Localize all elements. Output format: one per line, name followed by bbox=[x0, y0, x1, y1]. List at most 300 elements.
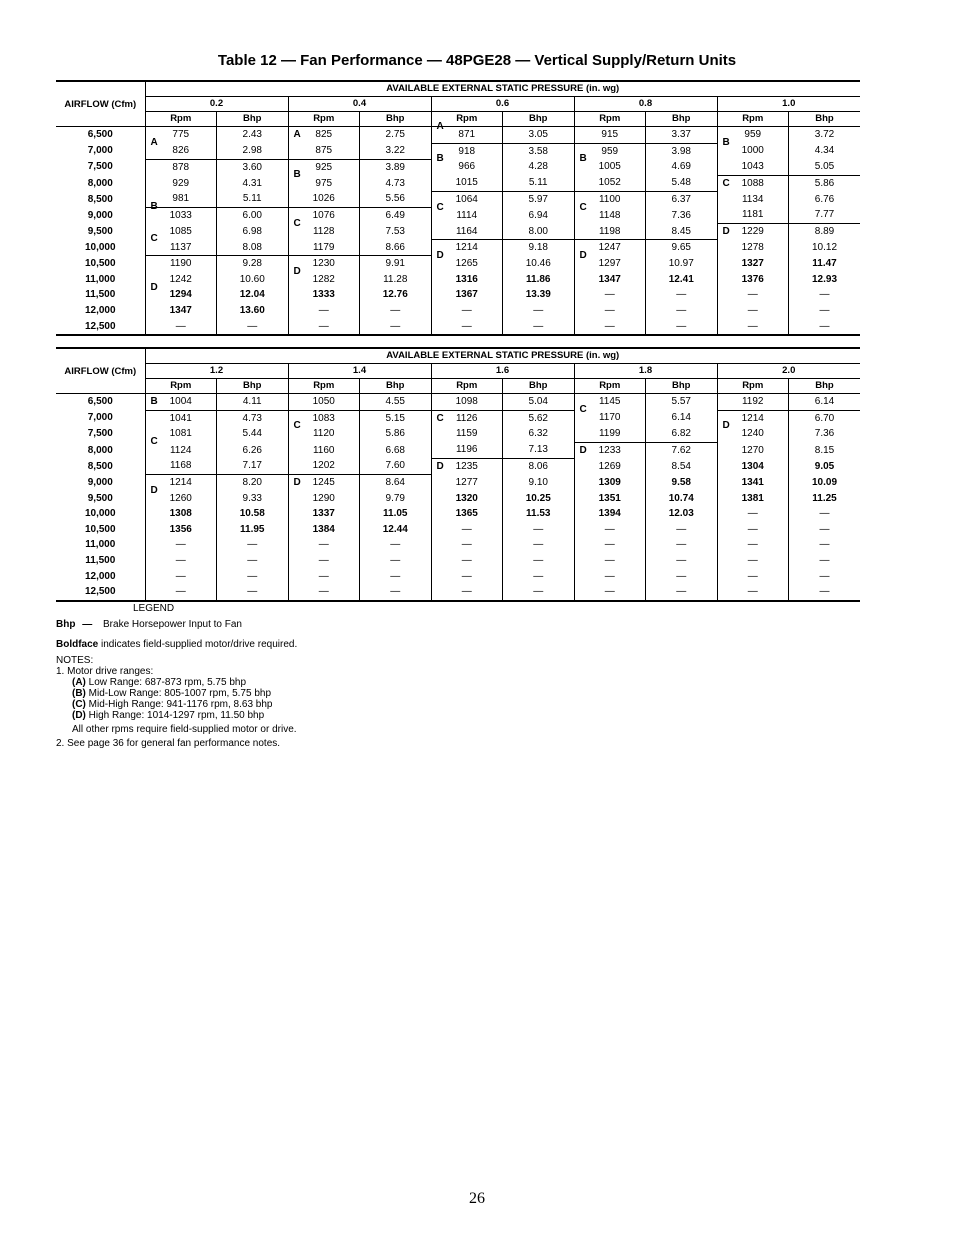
airflow-cell: 12,000 bbox=[84, 570, 116, 582]
bhp-cell: 4.31 bbox=[217, 175, 289, 191]
bhp-cell: — bbox=[503, 569, 575, 585]
bhp-cell: — bbox=[217, 537, 289, 553]
rpm-cell: 1294 bbox=[145, 287, 217, 303]
rpm-cell: 1341 bbox=[717, 474, 789, 490]
range-text: High Range: 1014-1297 rpm, 11.50 bhp bbox=[88, 710, 265, 721]
range-code: (A) bbox=[72, 677, 86, 688]
rpm-header: Rpm bbox=[431, 379, 503, 394]
bhp-cell: 12.76 bbox=[360, 287, 432, 303]
bhp-cell: 7.36 bbox=[646, 207, 718, 223]
rpm-cell: 825 A bbox=[288, 127, 360, 144]
bhp-cell: 10.60 bbox=[217, 272, 289, 288]
rpm-cell: — bbox=[717, 506, 789, 522]
rpm-cell: 1347 bbox=[574, 272, 646, 288]
airflow-cell: 11,500 bbox=[85, 289, 116, 301]
rpm-cell: 981 bbox=[145, 191, 217, 207]
motor-range-letter: D bbox=[150, 281, 158, 293]
airflow-cell: 9,500 bbox=[87, 225, 113, 237]
bhp-cell: — bbox=[646, 303, 718, 319]
table-row bbox=[56, 537, 860, 553]
rpm-cell: 1081 C bbox=[145, 426, 217, 442]
table-row bbox=[56, 207, 860, 223]
motor-range-letter: D bbox=[150, 484, 158, 496]
rpm-cell: 1278 bbox=[717, 240, 789, 256]
rpm-cell: 1297 bbox=[574, 256, 646, 272]
motor-range-letter: D bbox=[579, 249, 587, 261]
bhp-cell: 10.12 bbox=[789, 240, 861, 256]
note-2: 2. See page 36 for general fan performance notes. bbox=[56, 738, 281, 749]
pressure-col: 0.6 bbox=[431, 97, 574, 112]
table-row bbox=[56, 584, 860, 601]
legend-bhp bbox=[56, 619, 297, 630]
bhp-header: Bhp bbox=[789, 112, 861, 127]
bhp-cell: 5.57 bbox=[646, 394, 718, 411]
bhp-cell: 10.58 bbox=[217, 506, 289, 522]
rpm-cell: — bbox=[717, 569, 789, 585]
bhp-cell: 11.53 bbox=[503, 506, 575, 522]
bhp-cell: 4.55 bbox=[360, 394, 432, 411]
rpm-cell: 1168 bbox=[145, 458, 217, 474]
rpm-cell: 1304 bbox=[717, 458, 789, 474]
range-text: Mid-Low Range: 805-1007 rpm, 5.75 bhp bbox=[88, 688, 272, 699]
bhp-cell: — bbox=[789, 569, 861, 585]
rpm-cell: 1114 bbox=[431, 207, 503, 223]
rpm-cell: — bbox=[145, 553, 217, 569]
bhp-header: Bhp bbox=[789, 379, 861, 394]
airflow-cell: 10,500 bbox=[84, 258, 116, 269]
bhp-cell: 11.25 bbox=[789, 491, 861, 507]
range-text: Low Range: 687-873 rpm, 5.75 bhp bbox=[88, 677, 247, 688]
range-a bbox=[56, 677, 297, 688]
bhp-cell: 6.14 bbox=[646, 410, 718, 426]
bhp-header: Bhp bbox=[360, 112, 432, 127]
rpm-cell: 1098 bbox=[431, 394, 503, 411]
bhp-cell: 3.60 bbox=[217, 159, 289, 175]
bhp-cell: 9.28 bbox=[217, 256, 289, 272]
rpm-cell: 1202 bbox=[288, 458, 360, 474]
bhp-cell: — bbox=[503, 303, 575, 319]
bhp-cell: — bbox=[789, 506, 861, 522]
rpm-cell: — bbox=[717, 553, 789, 569]
bhp-cell: — bbox=[646, 287, 718, 303]
rpm-cell: 826 bbox=[145, 143, 217, 159]
bhp-cell: 7.77 bbox=[789, 207, 861, 223]
bhp-cell: 3.72 bbox=[789, 127, 861, 144]
bhp-header: Bhp bbox=[503, 112, 575, 127]
bhp-cell: 6.94 bbox=[503, 207, 575, 223]
rpm-cell: 1064 C bbox=[431, 191, 503, 207]
rpm-cell: — bbox=[145, 537, 217, 553]
rpm-cell: 1192 bbox=[717, 394, 789, 411]
rpm-cell: — bbox=[717, 319, 789, 336]
motor-range-letter: A bbox=[150, 136, 158, 148]
pressure-col: 0.2 bbox=[145, 97, 288, 112]
rpm-header: Rpm bbox=[574, 112, 646, 127]
bhp-cell: 5.04 bbox=[503, 394, 575, 411]
rpm-cell: 1327 bbox=[717, 256, 789, 272]
rpm-cell: 1394 bbox=[574, 506, 646, 522]
rpm-cell: 1076 C bbox=[288, 207, 360, 223]
bhp-cell: 9.05 bbox=[789, 458, 861, 474]
bhp-cell: — bbox=[217, 553, 289, 569]
bhp-cell: 12.03 bbox=[646, 506, 718, 522]
range-text: Mid-High Range: 941-1176 rpm, 8.63 bhp bbox=[88, 699, 273, 710]
table-row bbox=[56, 506, 860, 522]
rpm-cell: 1085 C bbox=[145, 224, 217, 240]
motor-range-letter: B bbox=[436, 153, 444, 165]
rpm-cell: 1170 bbox=[574, 410, 646, 426]
rpm-cell: 918 B bbox=[431, 143, 503, 159]
bhp-cell: 5.11 bbox=[217, 191, 289, 207]
bhp-cell: 4.73 bbox=[360, 175, 432, 191]
rpm-cell: 1290 bbox=[288, 491, 360, 507]
rpm-cell: 925 B bbox=[288, 159, 360, 175]
fan-performance-table-1 bbox=[56, 80, 860, 336]
bhp-cell: 5.05 bbox=[789, 159, 861, 175]
bhp-cell: 6.32 bbox=[503, 426, 575, 442]
bhp-cell: — bbox=[360, 584, 432, 601]
pressure-col: 1.2 bbox=[145, 364, 288, 379]
bhp-cell: 11.95 bbox=[217, 522, 289, 538]
rpm-cell: — bbox=[288, 584, 360, 601]
bhp-cell: 6.14 bbox=[789, 394, 861, 411]
bhp-cell: — bbox=[503, 537, 575, 553]
bhp-cell: 3.58 bbox=[503, 143, 575, 159]
table-row bbox=[56, 127, 860, 144]
motor-range-letter: D bbox=[722, 226, 730, 238]
range-d bbox=[56, 710, 297, 721]
rpm-cell: 975 bbox=[288, 175, 360, 191]
bhp-cell: 6.37 bbox=[646, 191, 718, 207]
rpm-cell: 1033 bbox=[145, 207, 217, 223]
table-row bbox=[56, 410, 860, 426]
airflow-cell: 6,500 bbox=[87, 129, 113, 141]
rpm-cell: 1088 C bbox=[717, 175, 789, 191]
table-title: Table 12 — Fan Performance — 48PGE28 — Vertical Supply/Return Units bbox=[217, 52, 737, 69]
legend-heading: LEGEND bbox=[133, 603, 175, 614]
bhp-cell: 5.11 bbox=[503, 175, 575, 191]
table-row bbox=[56, 569, 860, 585]
bhp-header: Bhp bbox=[217, 379, 289, 394]
rpm-cell: 1270 bbox=[717, 442, 789, 458]
rpm-cell: — bbox=[288, 303, 360, 319]
rpm-cell: 1134 bbox=[717, 191, 789, 207]
table-row bbox=[56, 256, 860, 272]
motor-range-letter: C bbox=[293, 420, 301, 432]
airflow-header: AIRFLOW (Cfm) bbox=[56, 348, 145, 394]
rpm-cell: — bbox=[145, 319, 217, 336]
bhp-cell: 5.44 bbox=[217, 426, 289, 442]
bhp-cell: 12.44 bbox=[360, 522, 432, 538]
bhp-cell: 5.86 bbox=[789, 175, 861, 191]
bhp-header: Bhp bbox=[360, 379, 432, 394]
airflow-cell: 6,500 bbox=[87, 396, 113, 408]
motor-range-letter: C bbox=[436, 201, 444, 213]
bhp-cell: — bbox=[360, 553, 432, 569]
motor-range-letter: B bbox=[579, 153, 587, 165]
pressure-col: 1.8 bbox=[574, 364, 717, 379]
bhp-cell: — bbox=[503, 553, 575, 569]
rpm-cell: — bbox=[717, 303, 789, 319]
rpm-cell: 1214 D bbox=[717, 410, 789, 426]
bhp-cell: 9.18 bbox=[503, 240, 575, 256]
rpm-header: Rpm bbox=[288, 112, 360, 127]
bhp-cell: 8.66 bbox=[360, 240, 432, 256]
rpm-cell: 959 B bbox=[574, 143, 646, 159]
rpm-cell: 1269 bbox=[574, 458, 646, 474]
motor-range-letter: B bbox=[722, 136, 730, 148]
pressure-col: 2.0 bbox=[717, 364, 860, 379]
rpm-cell: 959 B bbox=[717, 127, 789, 144]
bhp-cell: — bbox=[360, 569, 432, 585]
legend-bhp-def: Brake Horsepower Input to Fan bbox=[103, 619, 242, 630]
rpm-cell: — bbox=[717, 537, 789, 553]
rpm-cell: 1145 C bbox=[574, 394, 646, 411]
rpm-header: Rpm bbox=[145, 112, 217, 127]
bhp-cell: — bbox=[646, 319, 718, 336]
bhp-cell: 9.10 bbox=[503, 474, 575, 490]
bhp-cell: 8.89 bbox=[789, 224, 861, 240]
pressure-header: AVAILABLE EXTERNAL STATIC PRESSURE (in. wg) bbox=[145, 81, 860, 97]
bhp-cell: 6.26 bbox=[217, 442, 289, 458]
rpm-cell: 1148 bbox=[574, 207, 646, 223]
bhp-cell: — bbox=[646, 584, 718, 601]
rpm-cell: 1126 C bbox=[431, 410, 503, 426]
table-row bbox=[56, 272, 860, 288]
bhp-cell: 4.69 bbox=[646, 159, 718, 175]
rpm-cell: — bbox=[431, 553, 503, 569]
bhp-cell: 3.37 bbox=[646, 127, 718, 144]
table-row bbox=[56, 458, 860, 474]
motor-range-letter: D bbox=[293, 476, 301, 488]
motor-range-letter: C bbox=[579, 201, 587, 213]
bhp-cell: — bbox=[217, 319, 289, 336]
bhp-cell: 9.58 bbox=[646, 474, 718, 490]
bhp-cell: 2.43 bbox=[217, 127, 289, 144]
motor-range-letter: D bbox=[436, 249, 444, 261]
bhp-cell: 8.08 bbox=[217, 240, 289, 256]
rpm-cell: 1365 bbox=[431, 506, 503, 522]
rpm-cell: 1367 bbox=[431, 287, 503, 303]
rpm-cell: — bbox=[431, 569, 503, 585]
bhp-cell: 13.60 bbox=[217, 303, 289, 319]
rpm-cell: 1308 bbox=[145, 506, 217, 522]
legend-bold-rest: indicates field-supplied motor/drive required. bbox=[98, 639, 298, 650]
bhp-cell: — bbox=[503, 584, 575, 601]
bhp-cell: — bbox=[646, 553, 718, 569]
rpm-cell: 1052 bbox=[574, 175, 646, 191]
bhp-cell: — bbox=[646, 522, 718, 538]
table-row bbox=[56, 553, 860, 569]
rpm-cell: — bbox=[431, 537, 503, 553]
table-row bbox=[56, 159, 860, 175]
bhp-cell: 4.28 bbox=[503, 159, 575, 175]
fan-performance-table-2 bbox=[56, 347, 860, 602]
rpm-cell: 1159 bbox=[431, 426, 503, 442]
rpm-cell: — bbox=[288, 553, 360, 569]
motor-range-letter: D bbox=[722, 420, 730, 432]
rpm-cell: 1260 bbox=[145, 491, 217, 507]
rpm-header: Rpm bbox=[717, 112, 789, 127]
table-row bbox=[56, 287, 860, 303]
rpm-cell: 1356 bbox=[145, 522, 217, 538]
bhp-cell: 8.54 bbox=[646, 458, 718, 474]
rpm-cell: 878 bbox=[145, 159, 217, 175]
rpm-cell: 1381 bbox=[717, 491, 789, 507]
airflow-cell: 9,500 bbox=[87, 492, 113, 504]
bhp-cell: 10.97 bbox=[646, 256, 718, 272]
pressure-col: 0.4 bbox=[288, 97, 431, 112]
bhp-cell: — bbox=[503, 319, 575, 336]
table-row bbox=[56, 303, 860, 319]
bhp-header: Bhp bbox=[646, 379, 718, 394]
bhp-cell: 8.45 bbox=[646, 224, 718, 240]
airflow-cell: 11,000 bbox=[85, 273, 116, 285]
airflow-cell: 11,500 bbox=[85, 554, 116, 566]
rpm-cell: 1240 bbox=[717, 426, 789, 442]
bhp-cell: — bbox=[217, 569, 289, 585]
bhp-cell: 2.75 bbox=[360, 127, 432, 144]
bhp-cell: — bbox=[789, 303, 861, 319]
bhp-cell: 7.13 bbox=[503, 442, 575, 458]
bhp-cell: 5.15 bbox=[360, 410, 432, 426]
rpm-cell: 1137 bbox=[145, 240, 217, 256]
bhp-cell: 10.46 bbox=[503, 256, 575, 272]
airflow-cell: 12,500 bbox=[56, 584, 145, 601]
bhp-cell: 4.73 bbox=[217, 410, 289, 426]
rpm-cell: 1083 C bbox=[288, 410, 360, 426]
rpm-cell: 1026 bbox=[288, 191, 360, 207]
note-1: 1. Motor drive ranges: bbox=[56, 666, 154, 677]
bhp-cell: 12.41 bbox=[646, 272, 718, 288]
bhp-cell: 11.28 bbox=[360, 272, 432, 288]
rpm-cell: — bbox=[574, 569, 646, 585]
bhp-cell: 9.91 bbox=[360, 256, 432, 272]
rpm-cell: 1050 bbox=[288, 394, 360, 411]
bhp-cell: 7.62 bbox=[646, 442, 718, 458]
bhp-cell: 6.70 bbox=[789, 410, 861, 426]
rpm-cell: 1229 D bbox=[717, 224, 789, 240]
bhp-cell: 3.98 bbox=[646, 143, 718, 159]
rpm-cell: — bbox=[574, 287, 646, 303]
bhp-cell: 8.20 bbox=[217, 474, 289, 490]
motor-range-letter: C bbox=[150, 233, 158, 245]
bhp-cell: 11.86 bbox=[503, 272, 575, 288]
motor-range-letter: B bbox=[293, 169, 301, 181]
motor-range-letter: D bbox=[436, 460, 444, 472]
bhp-cell: — bbox=[789, 553, 861, 569]
bhp-cell: 13.39 bbox=[503, 287, 575, 303]
rpm-cell: 1235 D bbox=[431, 458, 503, 474]
rpm-cell: 1199 bbox=[574, 426, 646, 442]
rpm-cell: 1181 bbox=[717, 207, 789, 223]
range-c bbox=[56, 699, 297, 710]
motor-range-letter: C bbox=[293, 217, 301, 229]
bhp-cell: — bbox=[789, 537, 861, 553]
notes-heading: NOTES: bbox=[56, 655, 94, 666]
bhp-cell: — bbox=[360, 537, 432, 553]
rpm-cell: 1214 D bbox=[145, 474, 217, 490]
bhp-cell: 6.68 bbox=[360, 442, 432, 458]
table-row bbox=[56, 394, 860, 411]
rpm-cell: — bbox=[574, 522, 646, 538]
rpm-cell: — bbox=[431, 522, 503, 538]
rpm-header: Rpm bbox=[431, 112, 503, 127]
rpm-cell: 1160 bbox=[288, 442, 360, 458]
rpm-cell: — bbox=[145, 584, 217, 601]
table-row bbox=[56, 426, 860, 442]
rpm-cell: 1005 bbox=[574, 159, 646, 175]
bhp-cell: 6.82 bbox=[646, 426, 718, 442]
rpm-cell: 1320 bbox=[431, 491, 503, 507]
airflow-cell: 7,500 bbox=[87, 161, 113, 173]
rpm-cell: 1347 bbox=[145, 303, 217, 319]
motor-range-letter: A bbox=[293, 129, 301, 140]
bhp-cell: 11.05 bbox=[360, 506, 432, 522]
motor-range-letter: C bbox=[150, 435, 158, 447]
motor-range-letter: C bbox=[436, 412, 444, 424]
table-row bbox=[56, 224, 860, 240]
rpm-cell: 1242 D bbox=[145, 272, 217, 288]
airflow-cell: 9,000 bbox=[87, 209, 113, 221]
rpm-cell: 1100 C bbox=[574, 191, 646, 207]
bhp-cell: 5.62 bbox=[503, 410, 575, 426]
legend-dash: — bbox=[82, 619, 93, 630]
rpm-cell: 1004 B bbox=[145, 394, 217, 411]
bhp-cell: 6.76 bbox=[789, 191, 861, 207]
rpm-cell: 1233 D bbox=[574, 442, 646, 458]
bhp-header: Bhp bbox=[503, 379, 575, 394]
airflow-cell: 8,000 bbox=[87, 177, 113, 189]
rpm-cell: 1000 bbox=[717, 143, 789, 159]
bhp-cell: 7.60 bbox=[360, 458, 432, 474]
rpm-cell: 1128 bbox=[288, 224, 360, 240]
rpm-cell: — bbox=[717, 522, 789, 538]
airflow-cell: 7,000 bbox=[87, 412, 113, 424]
rpm-cell: 1196 bbox=[431, 442, 503, 458]
rpm-cell: 1277 bbox=[431, 474, 503, 490]
rpm-cell: 1384 bbox=[288, 522, 360, 538]
rpm-cell: — bbox=[431, 303, 503, 319]
bhp-cell: 3.05 bbox=[503, 127, 575, 144]
table-row bbox=[56, 175, 860, 191]
rpm-header: Rpm bbox=[288, 379, 360, 394]
range-code: (D) bbox=[72, 710, 86, 721]
bhp-cell: 8.15 bbox=[789, 442, 861, 458]
rpm-cell: 1316 bbox=[431, 272, 503, 288]
rpm-cell: 1309 bbox=[574, 474, 646, 490]
motor-range-letter: C bbox=[579, 403, 587, 415]
bhp-cell: 10.25 bbox=[503, 491, 575, 507]
rpm-cell: 1164 bbox=[431, 224, 503, 240]
bhp-cell: 12.93 bbox=[789, 272, 861, 288]
rpm-cell: 1247 D bbox=[574, 240, 646, 256]
rpm-cell: — bbox=[574, 553, 646, 569]
bhp-cell: 9.33 bbox=[217, 491, 289, 507]
airflow-cell: 12,000 bbox=[84, 305, 116, 317]
rpm-header: Rpm bbox=[145, 379, 217, 394]
note-all-other: All other rpms require field-supplied motor or drive. bbox=[72, 724, 297, 735]
rpm-cell: 1198 bbox=[574, 224, 646, 240]
airflow-cell: 10,500 bbox=[84, 523, 116, 535]
rpm-cell: — bbox=[431, 319, 503, 336]
table-row bbox=[56, 522, 860, 538]
rpm-cell: 1337 bbox=[288, 506, 360, 522]
bhp-cell: 7.36 bbox=[789, 426, 861, 442]
airflow-cell: 12,500 bbox=[56, 319, 145, 336]
airflow-cell: 8,000 bbox=[87, 444, 113, 456]
pressure-col: 0.8 bbox=[574, 97, 717, 112]
